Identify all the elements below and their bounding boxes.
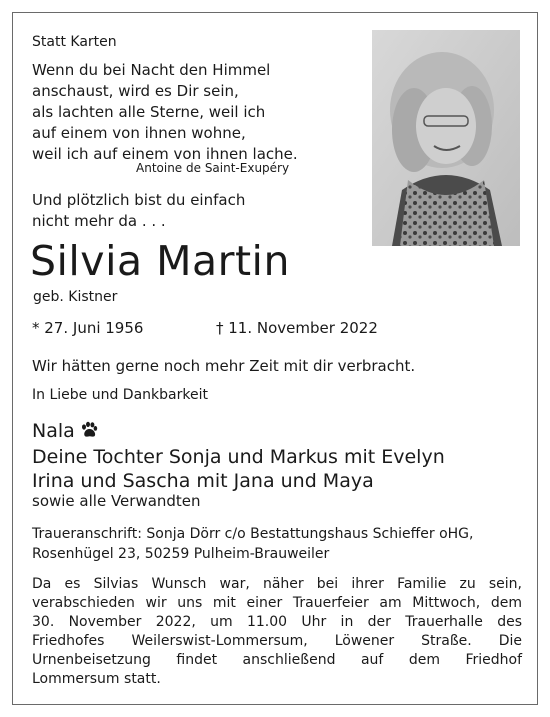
statt-karten-label: Statt Karten — [32, 34, 117, 50]
poem-line: weil ich auf einem von ihnen lache. — [32, 145, 298, 163]
birth-date: * 27. Juni 1956 — [32, 319, 144, 337]
funeral-notice — [32, 575, 522, 689]
notice-line: Da es Silvias Wunsch war, näher bei ihrer Familie zu sein, — [32, 576, 522, 592]
wish-text: Wir hätten gerne noch mehr Zeit mit dir verbracht. — [32, 357, 416, 375]
poem-line: anschaust, wird es Dir sein, — [32, 82, 239, 100]
deceased-name: Silvia Martin — [30, 237, 290, 285]
family-line: Irina und Sascha mit Jana und Maya — [32, 470, 374, 492]
maiden-name: geb. Kistner — [33, 289, 118, 305]
notice-line: 30. November 2022, um 11.00 Uhr in der Trauerhalle des — [32, 614, 522, 630]
sudden-line: Und plötzlich bist du einfach — [32, 191, 246, 209]
portrait-image — [372, 30, 520, 246]
poem-line: als lachten alle Sterne, weil ich — [32, 103, 266, 121]
family-list — [32, 419, 445, 493]
pet-line — [32, 419, 445, 445]
portrait-photo — [372, 30, 520, 246]
notice-line: Urnenbeisetzung findet anschließend auf dem Friedhof — [32, 652, 522, 668]
address-line: Traueranschrift: Sonja Dörr c/o Bestattungshaus Schieffer oHG, — [32, 526, 474, 542]
mourning-address — [32, 524, 473, 564]
poem-line: auf einem von ihnen wohne, — [32, 124, 246, 142]
relatives-text: sowie alle Verwandten — [32, 492, 201, 510]
sudden-line: nicht mehr da . . . — [32, 212, 166, 230]
sudden-text — [32, 190, 245, 232]
family-line: Deine Tochter Sonja und Markus mit Evelyn — [32, 446, 445, 468]
address-line: Rosenhügel 23, 50259 Pulheim-Brauweiler — [32, 546, 330, 562]
poem-line: Wenn du bei Nacht den Himmel — [32, 61, 271, 79]
poem — [32, 60, 298, 165]
notice-line: verabschieden wir uns mit einer Trauerfeier am Mittwoch, dem — [32, 595, 522, 611]
love-text: In Liebe und Dankbarkeit — [32, 387, 208, 403]
paw-icon — [80, 421, 98, 445]
pet-name: Nala — [32, 420, 75, 442]
death-date: † 11. November 2022 — [216, 319, 378, 337]
notice-line: Friedhofes Weilerswist-Lommersum, Löwener Straße. Die — [32, 633, 522, 649]
poem-author: Antoine de Saint-Exupéry — [136, 161, 290, 175]
notice-line: Lommersum statt. — [32, 671, 161, 687]
